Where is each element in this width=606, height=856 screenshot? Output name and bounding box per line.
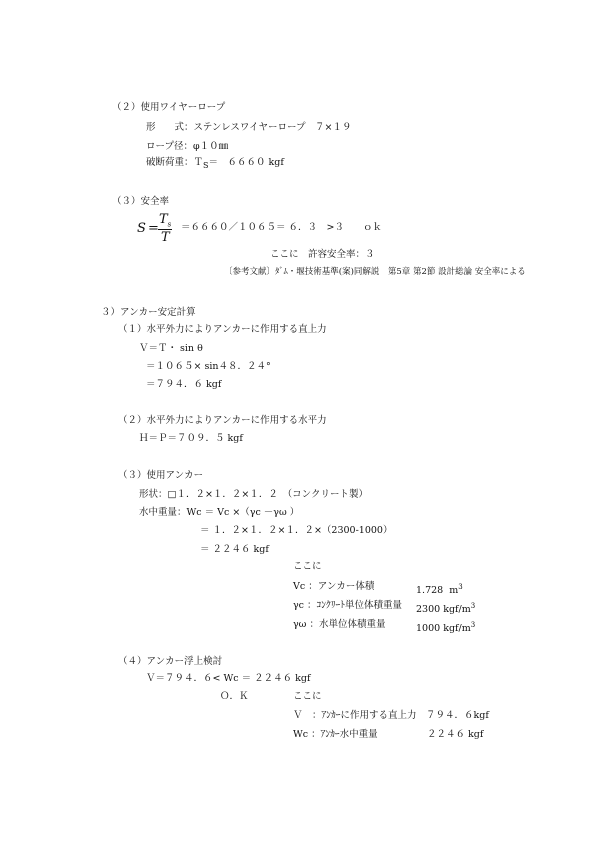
here-label-1: ここに — [293, 561, 322, 572]
weight-calc-2: ＝ ２２４６ kgf — [200, 544, 269, 555]
anchor-shape: 形状：□１．２×１．２×１．２ （コンクリート製） — [139, 489, 368, 500]
fraction-denominator: T — [161, 230, 170, 245]
sub-1-heading: （１）水平外力によりアンカーに作用する直上力 — [118, 324, 327, 335]
sub-1-line-3: ＝７９４．６ kgf — [146, 379, 222, 390]
def-gamma-c: γc ：ｺﾝｸﾘｰﾄ単位体積重量 — [293, 600, 403, 611]
fraction-equals: = — [148, 221, 159, 236]
def-gamma-w-val: 1000 kgf/m — [416, 623, 471, 634]
numerator-t: T — [159, 212, 168, 227]
def-gamma-w-sup: 3 — [470, 621, 476, 629]
allowable-safety-note: ここに 許容安全率：３ — [270, 249, 375, 260]
v-definition: Ｖ ：ｱﾝｶｰに作用する直上力 ７９４．６kgf — [293, 710, 489, 721]
ok-label: Ｏ．Ｋ — [220, 691, 249, 702]
rope-type: 形 式：ステンレスワイヤーロープ ７×１９ — [146, 122, 352, 133]
def-vc-value — [416, 581, 463, 597]
def-gamma-w-value — [416, 619, 475, 635]
def-vc-sup: 3 — [458, 583, 463, 591]
weight-calc-1: ＝ １．２×１．２×１．２×（2300-1000） — [200, 525, 393, 536]
breaking-load-sub: S — [203, 160, 209, 170]
def-vc: Vc ：アンカー体積 — [293, 581, 375, 592]
here-label-2: ここに — [293, 691, 322, 702]
numerator-sub: s — [167, 220, 172, 229]
breaking-load-label: 破断荷重：Ｔ — [146, 157, 204, 168]
def-vc-val: 1.728 m — [416, 585, 459, 596]
sub-3-heading: （３）使用アンカー — [118, 470, 204, 481]
def-gamma-c-sup: 3 — [470, 602, 476, 610]
sub-1-line-1: Ｖ＝Ｔ・ sin θ — [139, 343, 203, 354]
wc-value: ２２４６ kgf — [427, 729, 484, 740]
rope-diameter: ロープ径：φ１０㎜ — [146, 141, 229, 152]
breaking-load-value: ＝ ６６６０ kgf — [208, 157, 284, 168]
def-gamma-c-value — [416, 600, 475, 616]
section-2-heading: （２）使用ワイヤーロープ — [112, 102, 226, 113]
fraction-s: S — [137, 221, 146, 236]
sub-2-heading: （２）水平外力によりアンカーに作用する水平力 — [118, 415, 327, 426]
wc-definition: Wc ：ｱﾝｶｰ水中重量 — [293, 729, 378, 740]
sub-1-line-2: ＝１０６５× sin４８．２４° — [146, 361, 271, 372]
sub-4-line-1: Ｖ＝７９４．６< Wc ＝ ２２４６ kgf — [146, 673, 311, 684]
reference-note: 〔参考文献〕ﾀﾞﾑ・堰技術基準(案)同解説 第5章 第2節 設計総論 安全率による — [224, 267, 526, 277]
def-gamma-w: γω ：水単位体積重量 — [293, 619, 386, 630]
sub-2-line-1: Ｈ＝Ｐ＝７０９．５ kgf — [139, 433, 243, 444]
def-gamma-c-val: 2300 kgf/m — [416, 604, 471, 615]
part-3-heading: ３）アンカー安定計算 — [101, 307, 196, 318]
sub-4-heading: （４）アンカー浮上検討 — [118, 656, 223, 667]
breaking-load — [146, 157, 284, 172]
section-3-heading: （３）安全率 — [112, 196, 170, 207]
underwater-weight: 水中重量：Wc ＝ Vc ×（γc －γω ） — [139, 507, 300, 518]
fraction-numerator — [159, 212, 171, 229]
safety-formula: ＝６６６０／１０６５＝ ６．３ >３ ｏｋ — [181, 222, 382, 233]
